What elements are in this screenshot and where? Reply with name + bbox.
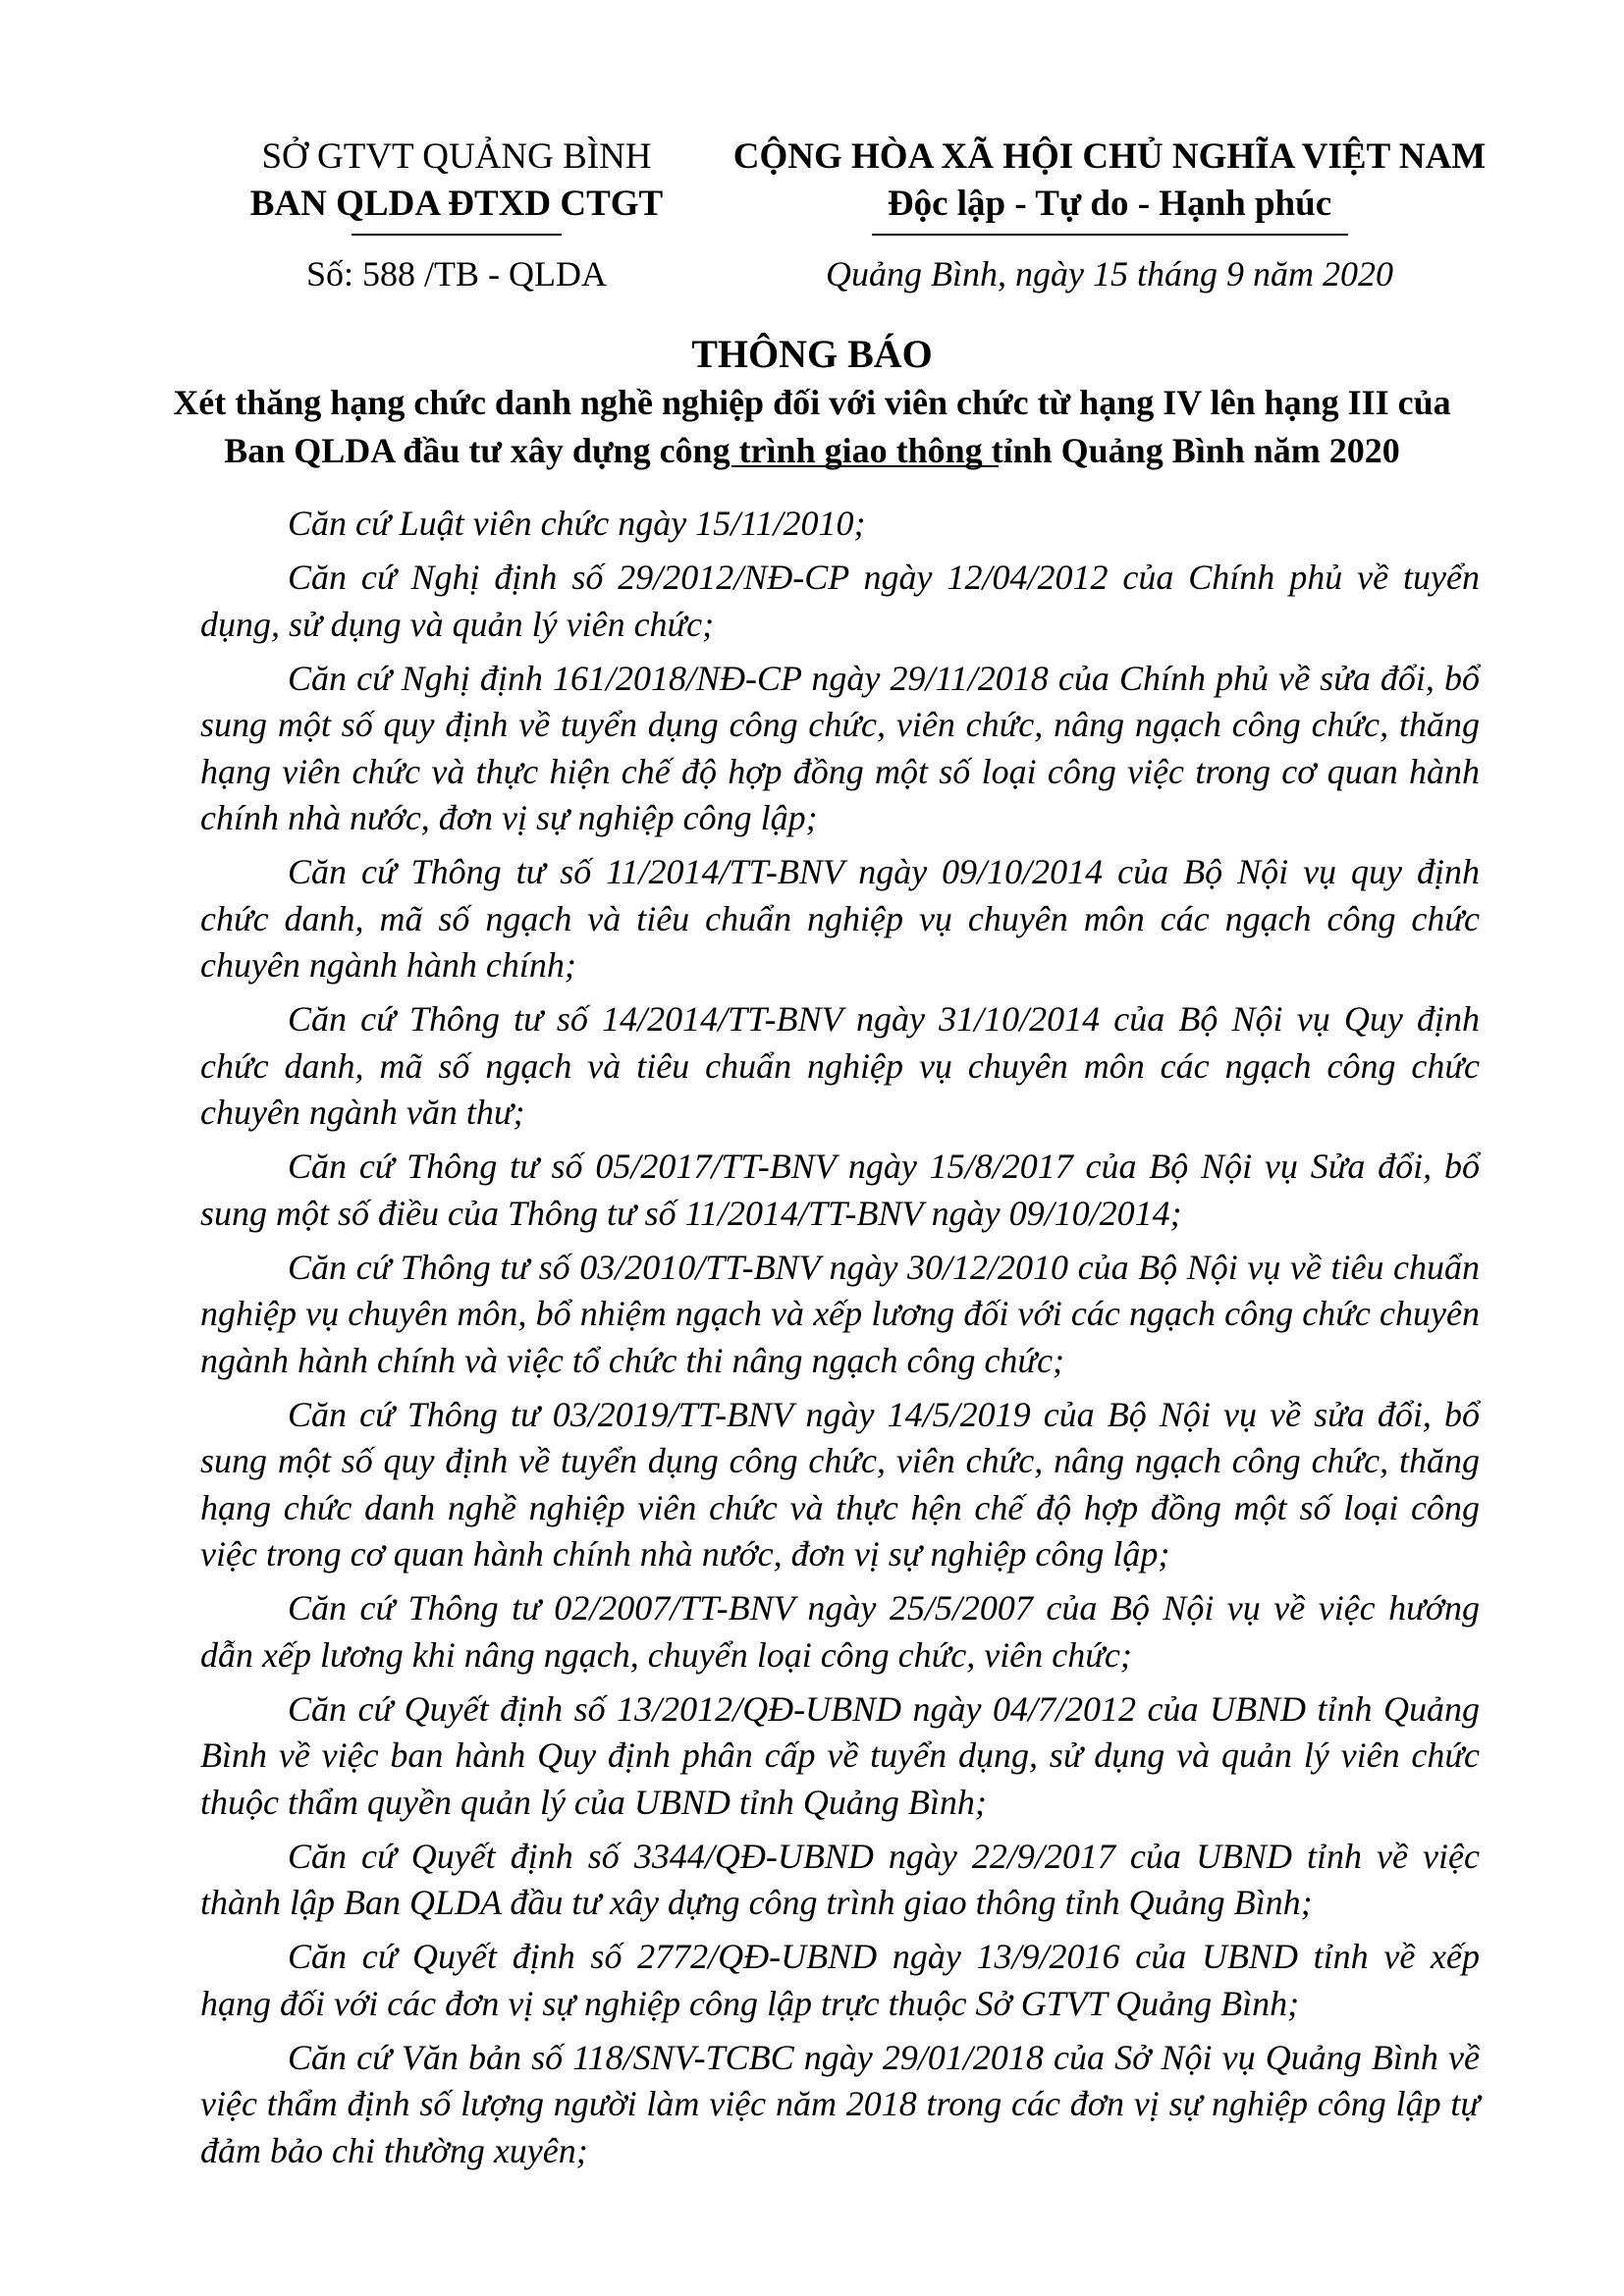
agency-underline: [352, 234, 562, 236]
legal-basis-paragraph: Căn cứ Thông tư 02/2007/TT-BNV ngày 25/5/2007 của Bộ Nội vụ về việc hướng dẫn xếp lương khi nâng ngạch, chuyển loại công chức, viên chức;: [200, 1588, 1480, 1675]
legal-basis-paragraph: Căn cứ Thông tư 03/2019/TT-BNV ngày 14/5/2019 của Bộ Nội vụ về sửa đổi, bổ sung một số quy định về tuyển dụng công chức, viên chức, nâng ngạch công chức, thăng hạng chức danh nghề nghiệp viên chức và thực hện chế độ hợp đồng một số loại công việc trong cơ quan hành chính nhà nước, đơn vị sự nghiệp công lập;: [200, 1394, 1480, 1574]
legal-basis-paragraph: Căn cứ Văn bản số 118/SNV-TCBC ngày 29/01/2018 của Sở Nội vụ Quảng Bình về việc thẩm định số lượng người làm việc năm 2018 trong các đơn vị sự nghiệp công lập tự đảm bảo chi thường xuyên;: [200, 2037, 1480, 2170]
subtitle-line: Ban QLDA đầu tư xây dựng công trình giao thông tỉnh Quảng Bình năm 2020: [224, 431, 1400, 470]
legal-basis-paragraph: Căn cứ Nghị định số 29/2012/NĐ-CP ngày 12/04/2012 của Chính phủ về tuyển dụng, sử dụng và quản lý viên chức;: [200, 558, 1480, 644]
subtitle-line: Xét thăng hạng chức danh nghề nghiệp đối với viên chức từ hạng IV lên hạng III của: [173, 383, 1451, 422]
subtitle-underline: [731, 465, 999, 467]
country-name: CỘNG HÒA XÃ HỘI CHỦ NGHĨA VIỆT NAM: [732, 136, 1487, 177]
legal-basis-paragraph: Căn cứ Thông tư số 11/2014/TT-BNV ngày 09/10/2014 của Bộ Nội vụ quy định chức danh, mã số ngạch và tiêu chuẩn nghiệp vụ chuyên môn các ngạch công chức chuyên ngành hành chính;: [200, 852, 1480, 985]
document-subtitle: [147, 379, 1477, 475]
legal-basis-paragraph: Căn cứ Thông tư số 14/2014/TT-BNV ngày 31/10/2014 của Bộ Nội vụ Quy định chức danh, mã số ngạch và tiêu chuẩn nghiệp vụ chuyên môn các ngạch công chức chuyên ngành văn thư;: [200, 999, 1480, 1132]
national-motto: Độc lập - Tự do - Hạnh phúc: [887, 184, 1332, 224]
legal-basis-paragraph: Căn cứ Quyết định số 2772/QĐ-UBND ngày 13/9/2016 của UBND tỉnh về xếp hạng đối với các đơn vị sự nghiệp công lập trực thuộc Sở GTVT Quảng Bình;: [200, 1937, 1480, 2023]
legal-bases: [200, 501, 1480, 2182]
legal-basis-paragraph: Căn cứ Nghị định 161/2018/NĐ-CP ngày 29/11/2018 của Chính phủ về sửa đổi, bổ sung một số quy định về tuyển dụng công chức, viên chức, nâng ngạch công chức, thăng hạng viên chức và thực hiện chế độ hợp đồng một số loại công việc trong cơ quan hành chính nhà nước, đơn vị sự nghiệp công lập;: [200, 658, 1480, 837]
motto-underline: [872, 234, 1348, 236]
legal-basis-paragraph: Căn cứ Luật viên chức ngày 15/11/2010;: [288, 504, 866, 543]
legal-basis-paragraph: Căn cứ Thông tư số 03/2010/TT-BNV ngày 30/12/2010 của Bộ Nội vụ về tiêu chuẩn nghiệp vụ chuyên môn, bổ nhiệm ngạch và xếp lương đối với các ngạch công chức chuyên ngành hành chính và việc tổ chức thi nâng ngạch công chức;: [200, 1247, 1480, 1380]
agency-name: BAN QLDA ĐTXD CTGT: [249, 184, 664, 224]
legal-basis-paragraph: Căn cứ Quyết định số 13/2012/QĐ-UBND ngày 04/7/2012 của UBND tỉnh Quảng Bình về việc ban hành Quy định phân cấp về tuyển dụng, sử dụng và quản lý viên chức thuộc thẩm quyền quản lý của UBND tỉnh Quảng Bình;: [200, 1688, 1480, 1822]
place-and-date: Quảng Bình, ngày 15 tháng 9 năm 2020: [826, 254, 1393, 294]
document-number: Số: 588 /TB - QLDA: [306, 254, 607, 294]
national-heading: [717, 133, 1502, 236]
issuing-organization: [226, 133, 687, 236]
legal-basis-paragraph: Căn cứ Thông tư số 05/2017/TT-BNV ngày 15/8/2017 của Bộ Nội vụ Sửa đổi, bổ sung một số điều của Thông tư số 11/2014/TT-BNV ngày 09/10/2014;: [200, 1147, 1480, 1233]
document-title: THÔNG BÁO: [691, 332, 933, 376]
parent-agency: SỞ GTVT QUẢNG BÌNH: [261, 136, 652, 177]
legal-basis-paragraph: Căn cứ Quyết định số 3344/QĐ-UBND ngày 22/9/2017 của UBND tỉnh về việc thành lập Ban QLDA đầu tư xây dựng công trình giao thông tỉnh Quảng Bình;: [200, 1836, 1480, 1922]
